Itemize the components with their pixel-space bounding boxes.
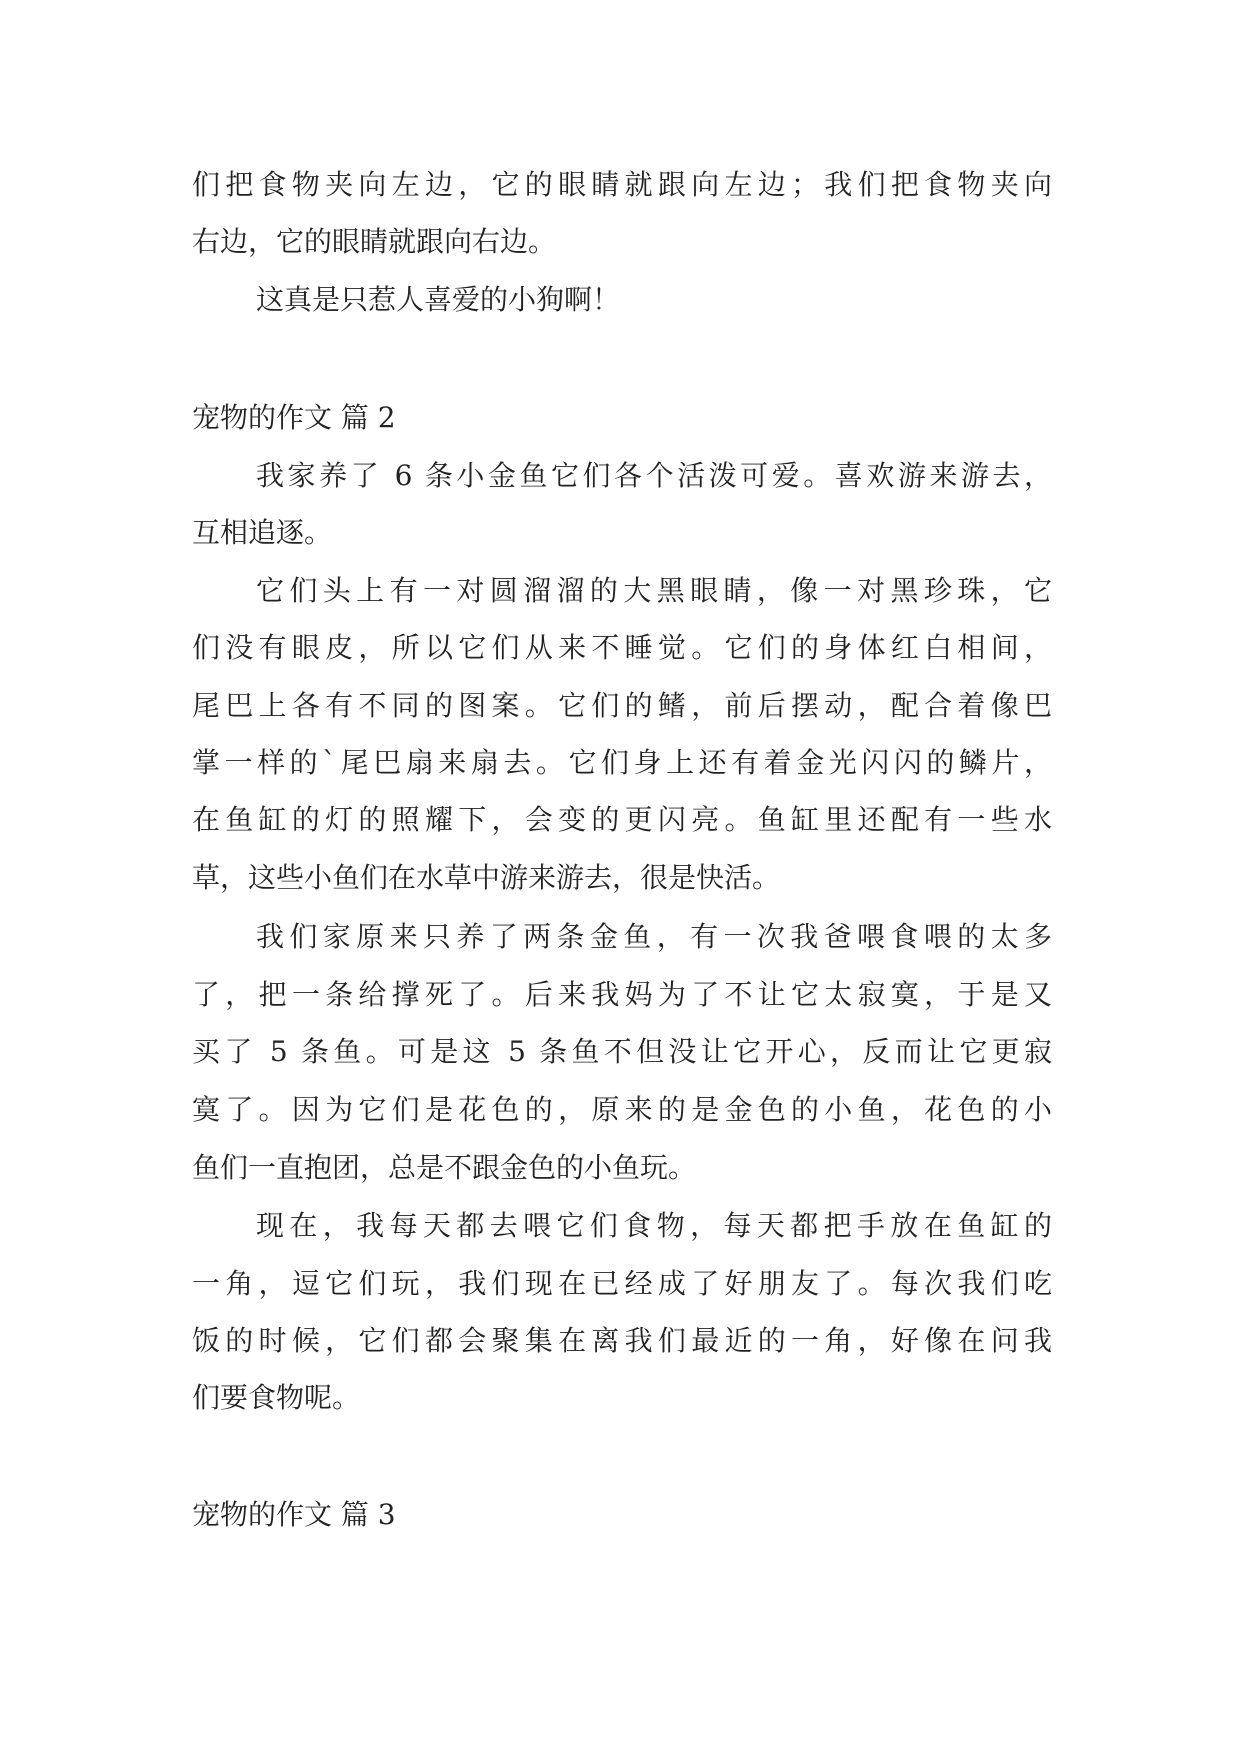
text-line: 我们家原来只养了两条金鱼，有一次我爸喂食喂的太多 (256, 920, 1052, 953)
text-line: 在鱼缸的灯的照耀下，会变的更闪亮。鱼缸里还配有一些水 (192, 803, 1052, 836)
text-line: 互相追逐。 (192, 516, 333, 549)
text-line: 买了 5 条鱼。可是这 5 条鱼不但没让它开心，反而让它更寂 (192, 1035, 1052, 1068)
text-line: 右边，它的眼睛就跟向右边。 (192, 225, 557, 258)
text-line: 了，把一条给撑死了。后来我妈为了不让它太寂寞，于是又 (192, 978, 1052, 1011)
text-line: 一角，逗它们玩，我们现在已经成了好朋友了。每次我们吃 (192, 1267, 1052, 1300)
text-line: 尾巴上各有不同的图案。它们的鳍，前后摆动，配合着像巴 (192, 689, 1052, 722)
text-line: 现在，我每天都去喂它们食物，每天都把手放在鱼缸的 (256, 1209, 1052, 1242)
text-line: 寞了。因为它们是花色的，原来的是金色的小鱼，花色的小 (192, 1093, 1052, 1126)
text-line: 饭的时候，它们都会聚集在离我们最近的一角，好像在问我 (192, 1324, 1052, 1357)
section-heading: 宠物的作文 篇 2 (192, 401, 396, 434)
text-line: 我家养了 6 条小金鱼它们各个活泼可爱。喜欢游来游去， (256, 459, 1052, 492)
text-line: 掌一样的`尾巴扇来扇去。它们身上还有着金光闪闪的鳞片， (192, 746, 1052, 779)
text-line: 它们头上有一对圆溜溜的大黑眼睛，像一对黑珍珠，它 (256, 574, 1052, 607)
text-line: 鱼们一直抱团，总是不跟金色的小鱼玩。 (192, 1151, 697, 1184)
text-line: 们把食物夹向左边，它的眼睛就跟向左边；我们把食物夹向 (192, 168, 1052, 201)
text-line: 这真是只惹人喜爱的小狗啊！ (256, 283, 621, 316)
text-line: 们没有眼皮，所以它们从来不睡觉。它们的身体红白相间， (192, 631, 1052, 664)
text-line: 们要食物呢。 (192, 1381, 361, 1414)
text-line: 草，这些小鱼们在水草中游来游去，很是快活。 (192, 861, 781, 894)
section-heading: 宠物的作文 篇 3 (192, 1498, 396, 1531)
